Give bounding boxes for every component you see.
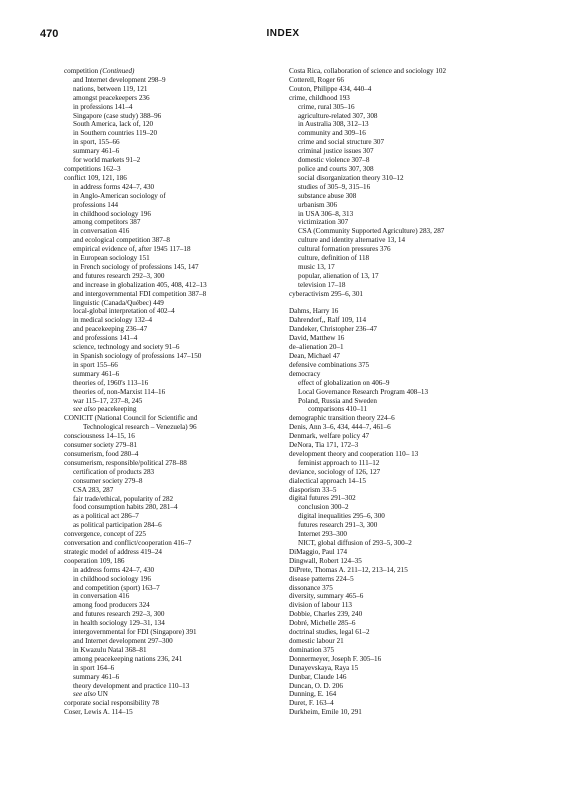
index-subentry: futures research 291–3, 300	[298, 521, 378, 530]
index-subentry: and professions 141–4	[73, 334, 138, 343]
index-heading: crime, childhood 193	[289, 93, 350, 102]
index-heading: Durkheim, Emile 10, 291	[289, 708, 362, 717]
index-heading: Dunning, E. 164	[289, 690, 337, 699]
index-subentry: science, technology and society 91–6	[73, 343, 180, 352]
index-heading: DeNora, Tia 171, 172–3	[289, 441, 359, 450]
index-subentry: in conversation 416	[73, 227, 130, 236]
index-subentry: and futures research 292–3, 300	[73, 271, 165, 280]
index-subentry: conclusion 300–2	[298, 503, 349, 512]
index-subentry: in USA 306–8, 313	[298, 209, 354, 218]
index-subentry: police and courts 307, 308	[298, 164, 374, 173]
index-subentry: and Internet development 298–9	[73, 75, 166, 84]
index-subentry: Local Governance Research Program 408–13	[298, 387, 429, 396]
index-subentry: in Kwazulu Natal 368–81	[73, 645, 147, 654]
index-subentry: and increase in globalization 405, 408, 412–13	[73, 280, 207, 289]
index-subentry: in health sociology 129–31, 134	[73, 619, 165, 628]
page-header	[0, 28, 566, 42]
index-subentry: and peacekeeping 236–47	[73, 325, 148, 334]
index-subentry: popular, alienation of 13, 17	[298, 271, 379, 280]
index-subentry: effect of globalization on 406–9	[298, 378, 390, 387]
index-subentry: consumer society 279–8	[73, 476, 143, 485]
index-heading: consumer society 279–81	[64, 441, 137, 450]
index-subentry: criminal justice issues 307	[298, 147, 374, 156]
index-subentry: amongst peacekeepers 236	[73, 93, 150, 102]
index-subentry: studies of 305–9, 315–16	[298, 182, 371, 191]
index-subentry: linguistic (Canada/Québec) 449	[73, 298, 164, 307]
index-subentry: in sport, 155–66	[73, 138, 120, 147]
index-subentry: cultural formation pressures 376	[298, 245, 391, 254]
index-subentry: in sport 155–66	[73, 360, 118, 369]
index-subentry: for world markets 91–2	[73, 156, 141, 165]
index-heading: competitions 162–3	[64, 164, 121, 173]
index-heading: Dunayevskaya, Raya 15	[289, 663, 359, 672]
index-subentry: digital inequalities 295–6, 300	[298, 512, 385, 521]
index-subentry: Technological research – Venezuela) 96	[83, 423, 197, 432]
index-subentry: Internet 293–300	[298, 530, 347, 539]
index-heading: Denis, Ann 3–6, 434, 444–7, 461–6	[289, 423, 391, 432]
index-subentry: CSA 283, 287	[73, 485, 114, 494]
index-subentry: CSA (Community Supported Agriculture) 283, 287	[298, 227, 445, 236]
index-subentry: Singapore (case study) 388–96	[73, 111, 162, 120]
index-heading: defensive combinations 375	[289, 360, 370, 369]
index-subentry: crime and social structure 307	[298, 138, 385, 147]
letter-section-gap	[289, 299, 535, 308]
index-subentry: domestic violence 307–8	[298, 156, 370, 165]
index-subentry: see also peacekeeping	[73, 405, 137, 414]
index-subentry: in Southern countries 119–20	[73, 129, 158, 138]
index-column-left	[64, 67, 286, 717]
index-subentry: music 13, 17	[298, 262, 335, 271]
index-subentry: as a political act 286–7	[73, 512, 139, 521]
index-heading: demographic transition theory 224–6	[289, 414, 395, 423]
index-heading: diasporism 33–5	[289, 485, 337, 494]
index-subentry: theories of, 1960's 113–16	[73, 378, 149, 387]
index-heading: de–alienation 20–1	[289, 343, 344, 352]
index-subentry: in professions 141–4	[73, 102, 133, 111]
index-heading: dialectical approach 14–15	[289, 476, 366, 485]
index-heading: Cotterell, Roger 66	[289, 75, 344, 84]
index-heading: Duret, F. 163–4	[289, 699, 334, 708]
index-heading: domination 375	[289, 645, 335, 654]
index-subentry: nations, between 119, 121	[73, 84, 148, 93]
index-column-right	[289, 67, 535, 717]
index-subentry: summary 461–6	[73, 369, 120, 378]
index-heading: convergence, concept of 225	[64, 530, 146, 539]
index-subentry: victimization 307	[298, 218, 349, 227]
index-heading: Dobré, Michelle 285–6	[289, 619, 356, 628]
index-heading: consumerism, responsible/political 278–88	[64, 458, 187, 467]
index-subentry: television 17–18	[298, 280, 346, 289]
index-subentry: war 115–17, 237–8, 245	[73, 396, 143, 405]
index-subentry: community and 309–16	[298, 129, 366, 138]
index-heading: competition (Continued)	[64, 67, 135, 75]
index-heading: Dandeker, Christopher 236–47	[289, 325, 377, 334]
index-subentry: social disorganization theory 310–12	[298, 173, 404, 182]
index-subentry: agriculture-related 307, 308	[298, 111, 378, 120]
index-heading: democracy	[289, 369, 321, 378]
index-subentry: theories of, non-Marxist 114–16	[73, 387, 166, 396]
index-subentry: among peacekeeping nations 236, 241	[73, 654, 183, 663]
index-heading: consumerism, food 280–4	[64, 449, 139, 458]
index-subentry: in sport 164–6	[73, 663, 115, 672]
index-heading: conversation and conflict/cooperation 416–7	[64, 539, 192, 548]
index-heading: cooperation 109, 186	[64, 556, 125, 565]
index-heading: DiPrete, Thomas A. 211–12, 213–14, 215	[289, 565, 408, 574]
index-subentry: in childhood sociology 196	[73, 574, 151, 583]
index-subentry: in address forms 424–7, 430	[73, 565, 155, 574]
index-subentry: and Internet development 297–300	[73, 637, 173, 645]
index-subentry: comparisons 410–11	[308, 405, 368, 414]
index-heading: Dingwall, Robert 124–35	[289, 556, 362, 565]
page-number: 470	[40, 28, 59, 40]
index-subentry: among competitors 387	[73, 218, 141, 227]
index-subentry: intergovernmental for FDI (Singapore) 391	[73, 628, 197, 637]
index-subentry: as political participation 284–6	[73, 521, 162, 530]
index-subentry: certification of products 283	[73, 467, 155, 476]
index-subentry: NICT, global diffusion of 293–5, 300–2	[298, 539, 412, 548]
index-subentry: in conversation 416	[73, 592, 130, 601]
index-heading: cyberactivism 295–6, 301	[289, 289, 363, 298]
index-heading: Couton, Philippe 434, 440–4	[289, 84, 372, 93]
index-heading: digital futures 291–302	[289, 494, 356, 503]
index-heading: Duncan, O. D. 206	[289, 681, 343, 690]
index-subentry: professions 144	[73, 200, 119, 209]
index-heading: diversity, summary 465–6	[289, 592, 364, 601]
index-subentry: in Spanish sociology of professions 147–150	[73, 352, 202, 360]
index-heading: Denmark, welfare policy 47	[289, 432, 370, 441]
index-heading: development theory and cooperation 110– 13	[289, 449, 419, 458]
index-subentry: food consumption habits 280, 281–4	[73, 503, 178, 512]
index-heading: dissonance 375	[289, 583, 333, 592]
index-subentry: in Anglo-American sociology of	[73, 191, 166, 200]
index-subentry: and ecological competition 387–8	[73, 236, 170, 245]
index-heading: consciousness 14–15, 16	[64, 432, 135, 441]
index-subentry: in medical sociology 132–4	[73, 316, 153, 325]
index-subentry: urbanism 306	[298, 200, 338, 209]
index-heading: Costa Rica, collaboration of science and sociology 102	[289, 67, 447, 75]
index-subentry: substance abuse 308	[298, 191, 357, 200]
index-subentry: culture and identity alternative 13, 14	[298, 236, 406, 245]
index-heading: disease patterns 224–5	[289, 574, 354, 583]
index-subentry: Poland, Russia and Sweden	[298, 396, 377, 405]
index-subentry: and futures research 292–3, 300	[73, 610, 165, 619]
index-subentry: summary 461–6	[73, 147, 120, 156]
index-heading: Dahrendorf,, Ralf 109, 114	[289, 316, 367, 325]
index-heading: Dahms, Harry 16	[289, 307, 339, 316]
index-heading: doctrinal studies, legal 61–2	[289, 628, 370, 637]
index-subentry: among food producers 324	[73, 601, 150, 610]
index-subentry: in childhood sociology 196	[73, 209, 151, 218]
index-subentry: local-global interpretation of 402–4	[73, 307, 175, 316]
index-heading: Dunbar, Claude 146	[289, 672, 347, 681]
index-heading: division of labour 113	[289, 601, 353, 610]
index-subentry: and intergovernmental FDI competition 387–8	[73, 289, 207, 298]
index-heading: Dobbie, Charles 239, 240	[289, 610, 363, 619]
index-subentry: and competition (sport) 163–7	[73, 583, 160, 592]
index-subentry: culture, definition of 118	[298, 254, 370, 263]
index-heading: Donnermeyer, Joseph F. 305–16	[289, 654, 382, 663]
index-subentry: South America, lack of, 120	[73, 120, 154, 129]
running-head: INDEX	[266, 28, 300, 39]
index-heading: deviance, sociology of 126, 127	[289, 467, 381, 476]
index-subentry: feminist approach to 111–12	[298, 458, 380, 467]
index-subentry: see also UN	[73, 690, 108, 699]
index-subentry: in address forms 424–7, 430	[73, 182, 155, 191]
index-subentry: in European sociology 151	[73, 254, 150, 263]
index-subentry: summary 461–6	[73, 672, 120, 681]
index-heading: DiMaggio, Paul 174	[289, 547, 348, 556]
index-subentry: fair trade/ethical, popularity of 282	[73, 494, 174, 503]
index-heading: strategic model of address 419–24	[64, 547, 162, 556]
index-heading: Coser, Lewis A. 114–15	[64, 708, 133, 717]
index-heading: domestic labour 21	[289, 636, 344, 645]
index-heading: David, Matthew 16	[289, 334, 345, 343]
index-subentry: empirical evidence of, after 1945 117–18	[73, 245, 191, 254]
index-heading: conflict 109, 121, 186	[64, 173, 127, 182]
index-subentry: in Australia 308, 312–13	[298, 120, 369, 129]
index-heading: Dean, Michael 47	[289, 351, 340, 360]
index-subentry: in French sociology of professions 145, 147	[73, 262, 199, 271]
index-heading: corporate social responsibility 78	[64, 699, 159, 708]
index-heading: CONICIT (National Council for Scientific and	[64, 414, 198, 423]
index-subentry: theory development and practice 110–13	[73, 681, 190, 690]
index-subentry: crime, rural 305–16	[298, 102, 355, 111]
